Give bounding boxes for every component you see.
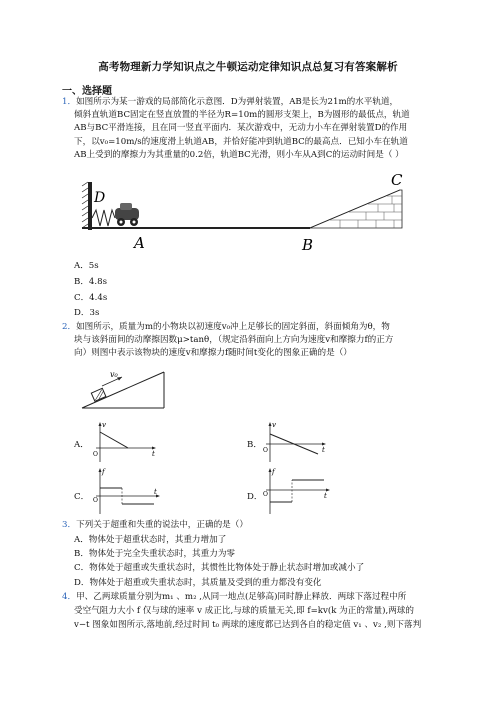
q1-stem-line-5: AB上受到的摩擦力为其重量的0.2倍，轨道BC光滑，则小车从A到C的运动时间是（ ）	[74, 150, 404, 160]
q4-stem-line-3: v−t 图象如图所示,落地前,经过时间 t₀ 两球的速度都已达到各自的稳定值 v₁ 、v₂ ,则下落判	[74, 620, 422, 630]
q3-option-d[interactable]: D．物体处于超重或失重状态时，其质量及受到的重力都没有变化	[74, 578, 322, 588]
label-v0: v₀	[110, 370, 118, 379]
svg-text:O: O	[263, 491, 268, 498]
q4-stem-line-2: 受空气阻力大小 f 仅与球的速率 v 成正比,与球的质量无关,即 f=kv(k 为正的常量),两球的	[74, 606, 414, 616]
q3-option-c[interactable]: C．物体处于超重或失重状态时，其惯性比物体处于静止状态时增加或减小了	[74, 563, 365, 573]
svg-text:t: t	[324, 492, 327, 500]
svg-text:v: v	[102, 421, 106, 429]
q4-stem-line-1: 4．甲、乙两球质量分别为m₁ 、m₂ ,从同一地点(足够高)同时静止释放．两球下落过程中所	[62, 592, 407, 602]
q2-graph-a	[92, 420, 158, 466]
doc-title: 高考物理新力学知识点之牛顿运动定律知识点总复习有答案解析	[98, 61, 398, 73]
label-B: B	[302, 236, 314, 254]
q1-option-c[interactable]: C．4.4s	[74, 293, 108, 303]
q1-option-b[interactable]: B．4.8s	[74, 277, 107, 287]
q2-graph-c	[92, 466, 162, 518]
q1-stem-line-2: 倾斜直轨道BC固定在竖直放置的半径为R=10m的圆形支架上，B为圆形的最低点，轨道	[74, 110, 410, 120]
q4-number: 4．	[62, 592, 77, 602]
label-D: D	[94, 190, 106, 206]
q2-stem-line-3: 向）则图中表示该物块的速度v和摩擦力f随时间t变化的图象正确的是（）	[74, 348, 352, 358]
svg-text:O: O	[93, 497, 98, 504]
car-icon	[115, 203, 139, 226]
q2-graph-b	[262, 420, 328, 466]
q1-stem-line-3: AB与BC平滑连接，且在同一竖直平面内．某次游戏中，无动力小车在弹射装置D的作用	[74, 123, 408, 133]
svg-text:f: f	[102, 468, 105, 476]
svg-text:O: O	[93, 451, 98, 458]
q1-option-d[interactable]: D．3s	[74, 308, 100, 318]
q2-number: 2．	[62, 322, 77, 332]
q2-graph-d	[262, 466, 332, 518]
svg-text:t: t	[154, 488, 157, 496]
q1-stem-line-4: 下，以v₀=10m/s的速度滑上轨道AB，并恰好能冲到轨道BC的最高点．已知小车在轨道	[74, 137, 408, 147]
q3-option-b[interactable]: B．物体处于完全失重状态时，其重力为零	[74, 549, 236, 559]
svg-text:f: f	[272, 468, 275, 476]
q3-number: 3．	[62, 520, 77, 530]
q2-stem-line-1: 2．如图所示，质量为m的小物块以初速度v₀冲上足够长的固定斜面，斜面倾角为θ，物	[62, 322, 390, 332]
q1-stem-line-1: 1．如图所示为某一游戏的局部简化示意图．D为弹射装置，AB是长为21m的水平轨道，	[62, 97, 399, 107]
q2-option-c[interactable]: C．	[74, 492, 90, 502]
svg-text:t: t	[152, 450, 155, 458]
q1-option-a[interactable]: A．5s	[74, 261, 99, 271]
label-C: C	[391, 172, 403, 189]
svg-text:O: O	[263, 447, 268, 454]
q1-track-figure	[78, 172, 418, 254]
q2-incline-figure	[80, 370, 166, 412]
q2-option-a[interactable]: A．	[74, 440, 89, 450]
q2-option-b[interactable]: B．	[247, 440, 262, 450]
q3-stem: 3．下列关于超重和失重的说法中，正确的是（）	[62, 520, 248, 530]
label-A: A	[134, 234, 145, 252]
section-heading: 一、选择题	[62, 86, 112, 97]
q2-option-d[interactable]: D．	[247, 492, 263, 502]
q3-option-a[interactable]: A．物体处于超重状态时，其重力增加了	[74, 535, 227, 545]
svg-text:v: v	[272, 421, 276, 429]
svg-text:t: t	[322, 446, 325, 454]
q2-stem-line-2: 块与该斜面间的动摩擦因数μ>tanθ，（规定沿斜面向上方向为速度v和摩擦力f的正方	[74, 335, 394, 345]
q1-number: 1．	[62, 97, 77, 107]
